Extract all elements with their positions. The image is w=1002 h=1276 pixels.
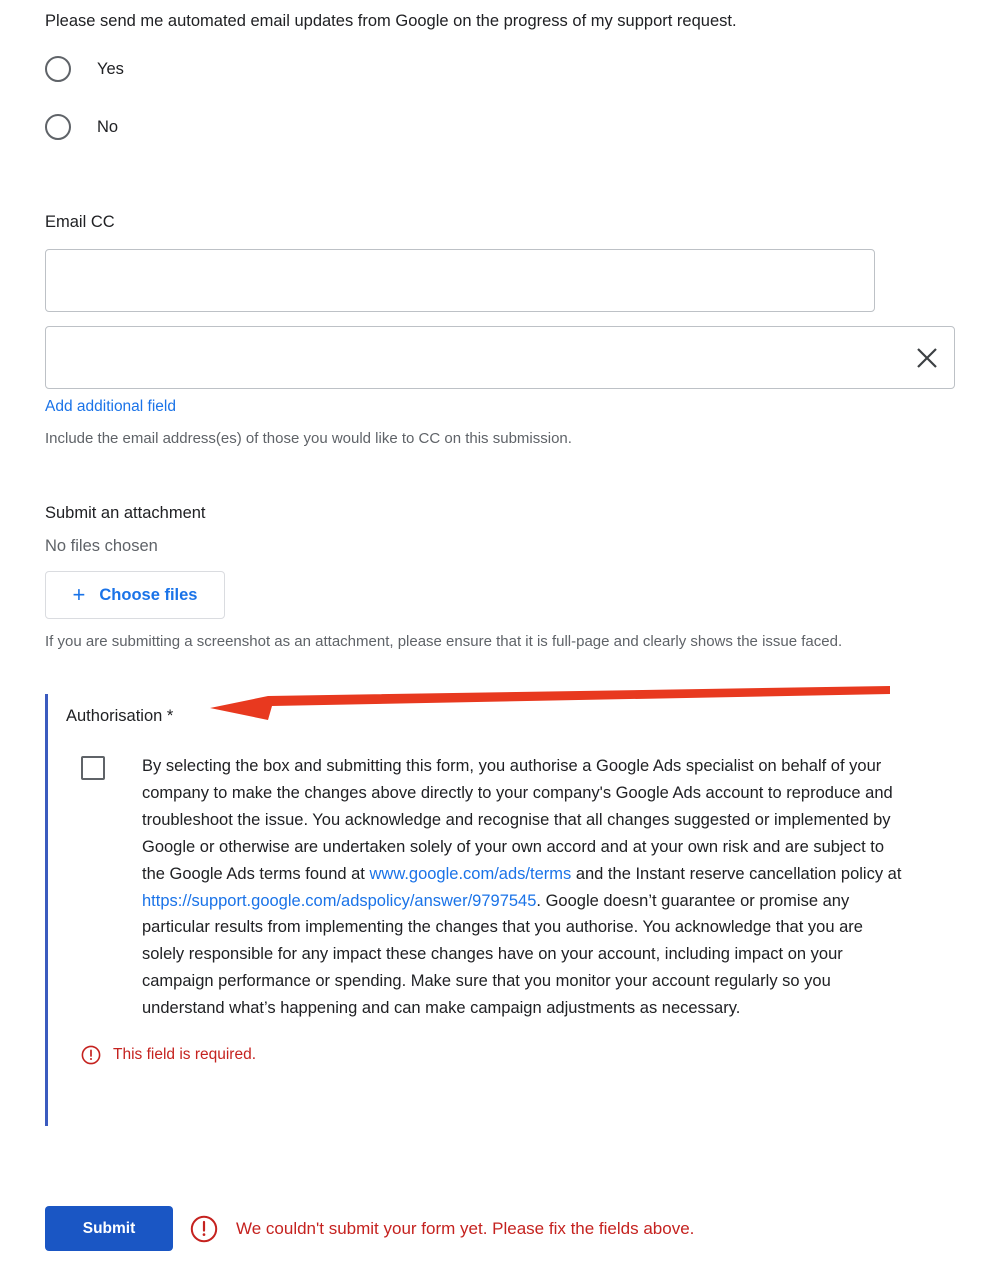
error-circle-icon [190,1215,218,1243]
email-cc-helper-text: Include the email address(es) of those you would like to CC on this submission. [45,430,572,447]
radio-yes-label: Yes [97,59,124,78]
choose-files-label: Choose files [99,585,198,604]
attachment-status: No files chosen [45,537,158,555]
submit-error-message [190,1215,694,1243]
email-cc-input-2[interactable] [45,326,955,389]
radio-option-yes[interactable] [45,56,124,82]
authorisation-body [66,753,915,1022]
radio-no-label: No [97,117,119,136]
email-updates-question: Please send me automated email updates from Google on the progress of my support request. [45,12,737,30]
authorisation-text-part-1: By selecting the box and submitting this form, you authorise a Google Ads specialist on behalf of your company to make the changes above directly to your company's Google Ads account to reproduce and troubleshoot the issue. You acknowledge and recognise that all changes suggested or implemented by Google or otherwise are undertaken solely of your own accord and at your own risk and are subject to the Google Ads terms found at [142,757,893,883]
authorisation-text-part-2: and the Instant reserve cancellation policy at [571,864,902,883]
authorisation-text-part-3: . Google doesn’t guarantee or promise any particular results from implementing the changes that you authorise. You acknowledge that you are solely responsible for any impact these changes have on your account, including impact on your campaign performance or spending. Make sure that you monitor your account regularly so you understand what’s happening and can make campaign adjustments as necessary. [142,891,863,1018]
authorisation-title: Authorisation * [66,707,174,725]
plus-icon: + [72,582,86,607]
attachment-helper-text: If you are submitting a screenshot as an attachment, please ensure that it is full-page and clearly shows the issue faced. [45,633,843,650]
authorisation-section [45,694,915,1126]
attachment-label: Submit an attachment [45,504,206,522]
add-additional-field-link[interactable]: Add additional field [45,398,176,415]
email-cc-label: Email CC [45,213,115,231]
authorisation-text [142,753,902,1022]
email-cc-input-1[interactable] [45,249,875,312]
submit-error-text: We couldn't submit your form yet. Please fix the fields above. [236,1219,695,1238]
choose-files-button[interactable] [45,571,225,619]
radio-yes-icon[interactable] [45,56,71,82]
adspolicy-answer-link[interactable]: https://support.google.com/adspolicy/answer/9797545 [142,891,537,910]
radio-option-no[interactable] [45,114,118,140]
authorisation-required-error [81,1045,915,1065]
radio-no-icon[interactable] [45,114,71,140]
submit-button[interactable]: Submit [45,1206,173,1251]
ads-terms-link[interactable]: www.google.com/ads/terms [369,864,572,883]
authorisation-checkbox[interactable] [81,756,105,780]
close-icon[interactable] [912,343,942,373]
authorisation-required-text: This field is required. [113,1046,257,1064]
error-circle-icon [81,1045,101,1065]
